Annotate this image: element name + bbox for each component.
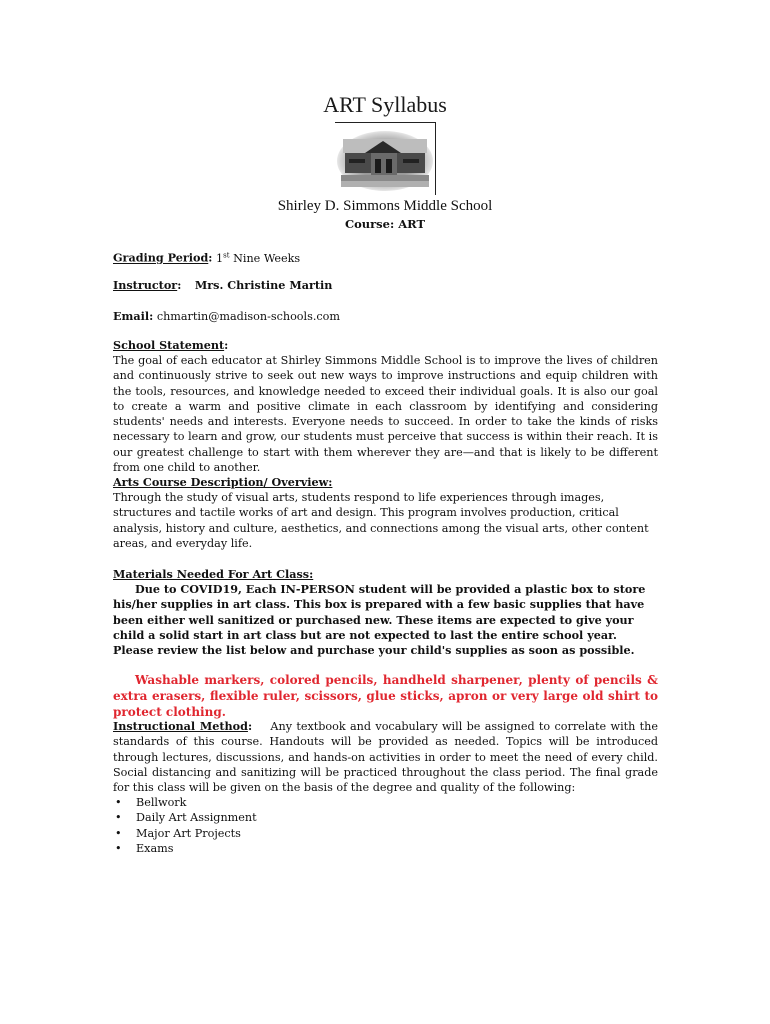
grading-period-value: 1st Nine Weeks (215, 251, 301, 265)
grading-period: Grading Period: 1st Nine Weeks (113, 250, 301, 265)
arts-description-body: Through the study of visual arts, students respond to life experiences through images, structures and tactile works of art and design. This program involves production, critical analysis, history and culture, aesthetics, and connections among the visual arts, other content areas, and everyday life. (113, 491, 649, 550)
grade-components (113, 795, 658, 856)
school-statement-heading: School Statement: (113, 338, 229, 352)
grading-period-label: Grading Period (113, 250, 209, 265)
list-item: • Daily Art Assignment (113, 810, 658, 825)
instructor-label: Instructor (113, 278, 178, 292)
instructor: Instructor: Mrs. Christine Martin (113, 278, 333, 292)
instructor-name: Mrs. Christine Martin (194, 278, 333, 292)
instructional-method-heading: Instructional Method (113, 719, 248, 733)
email (113, 309, 658, 324)
list-item: • Major Art Projects (113, 826, 658, 841)
list-item: • Bellwork (113, 795, 658, 810)
instructional-method-body: Any textbook and vocabulary will be assigned to correlate with the standards of this course. Handouts will be provided as needed. Topics will be introduced through lectures, discussions, and hands-on activities in order to meet the need of every child. Social distancing and sanitizing will be practiced throughout the class period. The final grade for this class will be given on the basis of the degree and quality of the following: (113, 720, 659, 795)
school-name: Shirley D. Simmons Middle School (277, 198, 493, 214)
school-building-image (335, 123, 435, 195)
page-title: ART Syllabus (323, 92, 447, 117)
instructional-method: Instructional Method: Any textbook and vocabulary will be assigned to correlate with the standards of this course. Handouts will be provided as needed. Topics will be introduced through lectures, discussions, and hands-on activities in order to meet the need of every child. Social distancing and sanitizing will be practiced throughout the class period. The final grade for this class will be given on the basis of the degree and quality of the following: (113, 719, 659, 795)
email-address: chmartin@madison-schools.com (156, 310, 341, 323)
supply-list: Washable markers, colored pencils, handheld sharpener, plenty of pencils & extra erasers, flexible ruler, scissors, glue sticks, apron or very large old shirt to protect clothing. (113, 673, 658, 719)
list-item: • Exams (113, 841, 658, 856)
email-label: Email: (113, 309, 154, 323)
materials-heading: Materials Needed For Art Class: (113, 567, 314, 581)
arts-description-heading: Arts Course Description/ Overview: (113, 475, 333, 489)
school-photo (335, 122, 436, 195)
course-label: Course: ART (344, 217, 426, 231)
materials-body: Due to COVID19, Each IN-PERSON student will be provided a plastic box to store his/her supplies in art class. This box is prepared with a few basic supplies that have been either well sanitized or purchased new. These items are expected to give your child a solid start in art class but are not expected to last the entire school year. Please review the list below and purchase your child's supplies as soon as possible. (113, 582, 646, 658)
school-statement-body: The goal of each educator at Shirley Simmons Middle School is to improve the lives of children and continuously strive to seek out new ways to improve instructions and equip children with the tools, resources, and knowledge needed to exceed their individual goals. It is also our goal to create a warm and positive climate in each classroom by identifying and considering students' needs and interests. Everyone needs to succeed. In order to take the kinds of risks necessary to learn and grow, our students must perceive that success is within their reach. It is our greatest challenge to start with them wherever they are—and that is likely to be different from one child to another. (113, 354, 658, 475)
